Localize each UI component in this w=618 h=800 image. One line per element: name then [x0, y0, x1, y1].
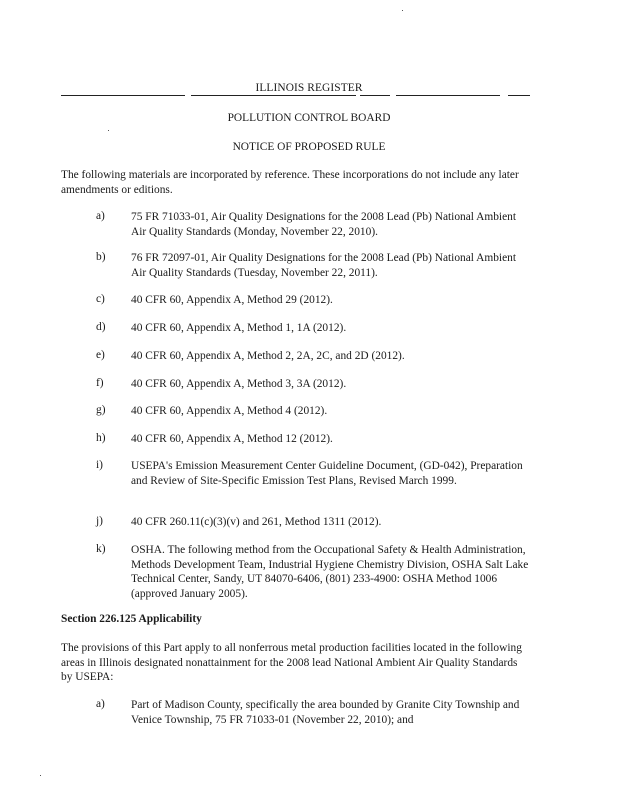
header-rule — [360, 95, 390, 96]
list-item-text: 40 CFR 60, Appendix A, Method 29 (2012). — [131, 294, 333, 306]
list-item-text: 40 CFR 260.11(c)(3)(v) and 261, Method 1311 (2012). — [131, 516, 382, 528]
list-item-text: OSHA. The following method from the Occupational Safety & Health Administration, Methods Development Team, Industrial Hygiene Chemistry Division, OSHA Salt Lake Technical Center, Sandy, UT 84070-6406, (801) 233-4900: OSHA Method 1006 (approved January 2005). — [131, 544, 529, 600]
list-item-label: e) — [96, 349, 105, 361]
list-item-label: k) — [96, 543, 106, 555]
list-item-text: 40 CFR 60, Appendix A, Method 4 (2012). — [131, 405, 328, 417]
register-title: ILLINOIS REGISTER — [255, 82, 363, 94]
list-item-text: 40 CFR 60, Appendix A, Method 12 (2012). — [131, 433, 333, 445]
scan-speck — [402, 10, 403, 11]
section-paragraph: The provisions of this Part apply to all nonferrous metal production facilities located in the following areas in Illinois designated nonattainment for the 2008 lead National Ambient Air Quality Standards by USEPA: — [61, 642, 522, 683]
list-item-label: j) — [96, 515, 103, 527]
list-item-text: 40 CFR 60, Appendix A, Method 3, 3A (2012). — [131, 378, 347, 390]
list-item-text: USEPA's Emission Measurement Center Guideline Document, (GD-042), Preparation and Review of Site-Specific Emission Test Plans, Revised March 1999. — [131, 460, 523, 487]
list-item-label: f) — [96, 377, 104, 389]
intro-paragraph: The following materials are incorporated by reference. These incorporations do not include any later amendments or editions. — [61, 169, 519, 196]
list-item-label: c) — [96, 293, 105, 305]
list-item-text: 75 FR 71033-01, Air Quality Designations for the 2008 Lead (Pb) National Ambient Air Quality Standards (Monday, November 22, 2010). — [131, 211, 517, 238]
notice-title: NOTICE OF PROPOSED RULE — [232, 141, 386, 153]
list-item-label: i) — [96, 459, 103, 471]
list-item-label: b) — [96, 251, 106, 263]
list-item-text: Part of Madison County, specifically the area bounded by Granite City Township and Venice Township, 75 FR 71033-01 (November 22, 2010); and — [131, 699, 520, 726]
scan-speck — [40, 775, 41, 776]
list-item-text: 40 CFR 60, Appendix A, Method 2, 2A, 2C, and 2D (2012). — [131, 350, 405, 362]
header-rule — [61, 95, 185, 96]
header-rule — [508, 95, 530, 96]
list-item-label: a) — [96, 698, 105, 710]
list-item-label: d) — [96, 321, 106, 333]
section-heading: Section 226.125 Applicability — [61, 613, 202, 625]
board-name: POLLUTION CONTROL BOARD — [227, 112, 391, 124]
list-item-text: 76 FR 72097-01, Air Quality Designations for the 2008 Lead (Pb) National Ambient Air Quality Standards (Tuesday, November 22, 2011). — [131, 252, 517, 279]
list-item-label: h) — [96, 432, 106, 444]
header-rule — [191, 95, 356, 96]
header-rule — [396, 95, 500, 96]
list-item-label: g) — [96, 404, 106, 416]
scan-speck — [108, 130, 109, 131]
list-item-text: 40 CFR 60, Appendix A, Method 1, 1A (2012). — [131, 322, 347, 334]
list-item-label: a) — [96, 210, 105, 222]
